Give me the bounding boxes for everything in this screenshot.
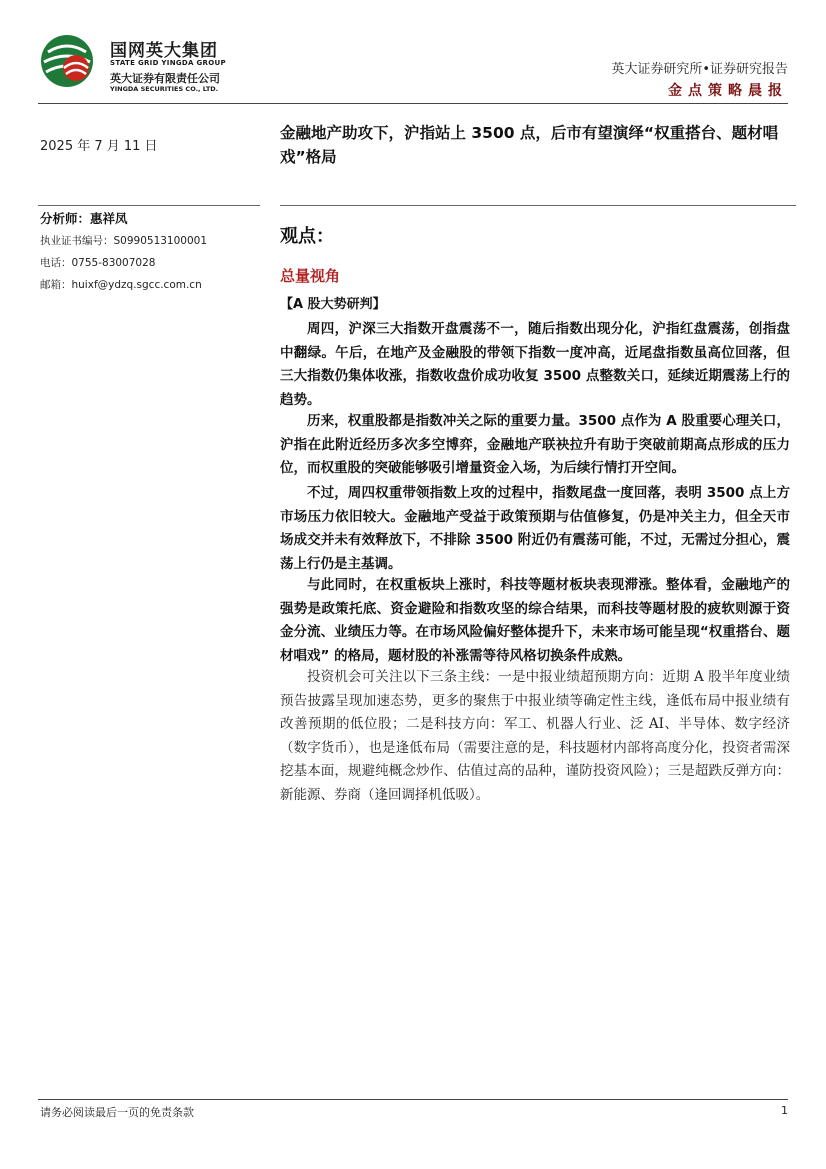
report-type: 金点策略晨报 [668,83,788,99]
footer-divider [38,1099,788,1100]
analyst-phone: 电话：0755-83007028 [40,257,156,269]
report-title: 金融地产助攻下，沪指站上 3500 点，后市有望演绎“权重搭台、题材唱戏”格局 [280,124,779,166]
logo-cn-name: 国网英大集团 [110,41,218,61]
footer-disclaimer: 请务必阅读最后一页的免责条款 [40,1106,194,1119]
sub-heading: 【A 股大势研判】 [280,297,386,312]
paragraph: 历来，权重股都是指数冲关之际的重要力量。3500 点作为 A 股重要心理关口，沪指在此附近经历多次多空博弈，金融地产联袂拉升有助于突破前期高点形成的压力位，而权重股的突破能够吸引增量资金入场，为后续行情打开空间。 [280,413,790,476]
paragraph: 周四，沪深三大指数开盘震荡不一，随后指数出现分化，沪指红盘震荡，创指盘中翻绿。午后，在地产及金融股的带领下指数一度冲高，近尾盘指数虽高位回落，但三大指数仍集体收涨，指数收盘价成功收复 3500 点整数关口，延续近期震荡上行的趋势。 [280,321,790,408]
report-date: 2025 年 7 月 11 日 [40,139,158,154]
logo-cn-subname: 英大证券有限责任公司 [110,72,220,85]
paragraph: 投资机会可关注以下三条主线：一是中报业绩超预期方向：近期 A 股半年度业绩预告披露呈现加速态势，更多的聚焦于中报业绩等确定性主线，逢低布局中报业绩有改善预期的低位股；二是科技方向：军工、机器人行业、泛 AI、半导体、数字经济（数字货币），也是逢低布局（需要注意的是，科技题材内部将高度分化，投资者需深挖基本面，规避纯概念炒作、估值过高的品种，谨防投资风险）；三是超跌反弹方向：新能源、券商（逢回调择机低吸）。 [280,669,790,803]
company-logo [40,34,270,98]
logo-en-subname: YINGDA SECURITIES CO., LTD. [110,85,219,93]
view-heading: 观点： [280,226,334,247]
analyst-license: 执业证书编号：S0990513100001 [40,235,208,247]
logo-en-name: STATE GRID YINGDA GROUP [110,59,226,67]
paragraph: 与此同时，在权重板块上涨时，科技等题材板块表现滞涨。整体看，金融地产的强势是政策托底、资金避险和指数攻坚的综合结果，而科技等题材股的疲软则源于资金分流、业绩压力等。在市场风险偏好整体提升下，未来市场可能呈现“权重搭台、题材唱戏” 的格局，题材股的补涨需等待风格切换条件成熟。 [280,577,790,664]
analyst-email[interactable]: 邮箱：huixf@ydzq.sgcc.com.cn [40,279,202,291]
header-divider [38,103,788,104]
left-divider [38,205,260,206]
globe-logo-icon [40,34,94,88]
institute-label: 英大证券研究所•证券研究报告 [611,62,788,77]
analyst-name: 分析师：惠祥凤 [40,211,128,226]
page-number: 1 [781,1104,788,1117]
paragraph: 不过，周四权重带领指数上攻的过程中，指数尾盘一度回落，表明 3500 点上方市场压力依旧较大。金融地产受益于政策预期与估值修复，仍是冲关主力，但全天市场成交并未有效释放下，不排除 3500 附近仍有震荡可能，不过，无需过分担心，震荡上行仍是主基调。 [280,485,790,572]
section-heading: 总量视角 [280,267,341,285]
right-divider [280,205,796,206]
